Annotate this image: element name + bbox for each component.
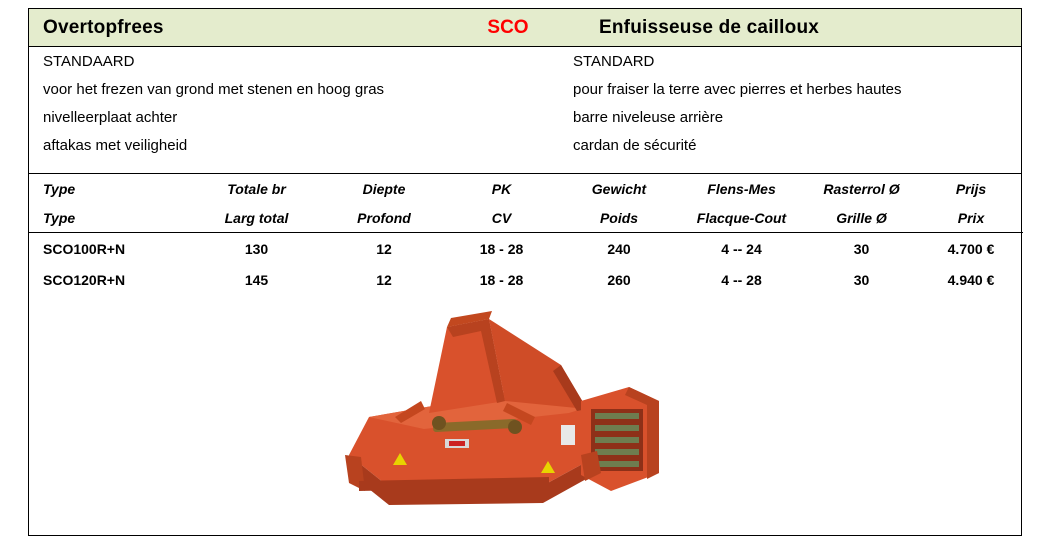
column-header-width-fr: Larg total <box>189 203 324 233</box>
brand-label: SCO <box>487 16 529 38</box>
table-row <box>29 233 1023 265</box>
cell-type: SCO100R+N <box>43 240 126 257</box>
description-fr: STANDARD <box>573 53 655 70</box>
product-image-area <box>29 295 1021 545</box>
cell-width: 145 <box>244 271 269 288</box>
description-fr: pour fraiser la terre avec pierres et herbes hautes <box>573 81 902 98</box>
column-header-roller-fr: Grille Ø <box>804 203 919 233</box>
cell-power: 18 - 28 <box>479 240 524 257</box>
table-header-row-nl <box>29 174 1023 203</box>
specification-table <box>29 174 1023 295</box>
description-nl: STANDAARD <box>43 53 135 70</box>
description-row <box>29 109 1021 137</box>
description-nl: voor het frezen van grond met stenen en hoog gras <box>43 81 385 98</box>
product-sheet <box>28 8 1022 536</box>
column-header-power-fr: CV <box>444 203 559 233</box>
table-header-row-fr <box>29 203 1023 233</box>
column-header-power-nl: PK <box>491 180 512 197</box>
description-fr: cardan de sécurité <box>573 137 697 154</box>
column-header-flange-nl: Flens-Mes <box>707 180 776 197</box>
cell-depth: 12 <box>376 240 392 257</box>
cell-type: SCO120R+N <box>43 271 126 288</box>
cell-depth: 12 <box>376 271 392 288</box>
description-row <box>29 137 1021 165</box>
header-band <box>29 9 1021 47</box>
column-header-roller-nl: Rasterrol Ø <box>823 180 900 197</box>
cell-price: 4.940 € <box>947 271 995 288</box>
column-header-price-nl: Prijs <box>955 180 987 197</box>
column-header-type-fr: Type <box>29 203 189 233</box>
cell-price: 4.700 € <box>947 240 995 257</box>
column-header-type-nl: Type <box>43 180 76 197</box>
cell-roller: 30 <box>853 271 870 288</box>
description-row <box>29 81 1021 109</box>
column-header-price-fr: Prix <box>919 203 1023 233</box>
column-header-width-nl: Totale br <box>227 180 286 197</box>
cell-roller: 30 <box>853 240 870 257</box>
description-nl: nivelleerplaat achter <box>43 109 178 126</box>
column-header-weight-fr: Poids <box>559 203 679 233</box>
cell-flange: 4 -- 28 <box>721 271 762 288</box>
column-header-weight-nl: Gewicht <box>591 180 647 197</box>
cell-power: 18 - 28 <box>479 271 524 288</box>
description-fr: barre niveleuse arrière <box>573 109 724 126</box>
cell-flange: 4 -- 24 <box>721 240 762 257</box>
table-row <box>29 264 1023 295</box>
description-row <box>29 53 1021 81</box>
page-title-nl: Overtopfrees <box>43 16 164 38</box>
cell-width: 130 <box>244 240 269 257</box>
description-block <box>29 47 1021 174</box>
column-header-flange-fr: Flacque-Cout <box>679 203 804 233</box>
column-header-depth-nl: Diepte <box>362 180 406 197</box>
cell-weight: 260 <box>607 271 631 288</box>
description-nl: aftakas met veiligheid <box>43 137 188 154</box>
cell-weight: 240 <box>607 240 631 257</box>
product-photo <box>329 305 709 530</box>
column-header-depth-fr: Profond <box>324 203 444 233</box>
page-title-fr: Enfuisseuse de cailloux <box>599 16 820 38</box>
